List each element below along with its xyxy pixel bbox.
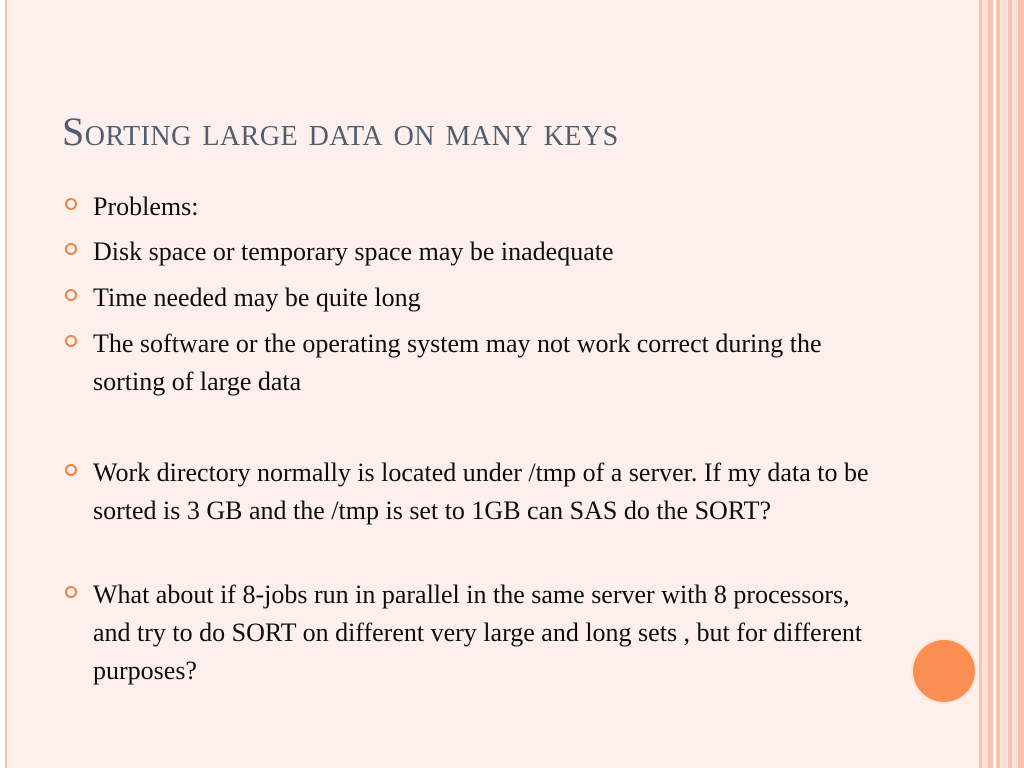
bullet-text: Problems:	[93, 192, 199, 221]
bullet-ring-icon	[65, 198, 77, 210]
bullet-ring-icon	[65, 335, 77, 347]
bullet-text: What about if 8-jobs run in parallel in the same server with 8 processors, and try to do SORT on different very large and long sets , but for different purposes?	[93, 580, 863, 685]
bullet-ring-icon	[65, 243, 77, 255]
bullet-text: Time needed may be quite long	[93, 283, 421, 312]
bullet-text: Disk space or temporary space may be inadequate	[93, 237, 614, 266]
bullet-ring-icon	[65, 289, 77, 301]
bullet-text: The software or the operating system may not work correct during the sorting of large data	[93, 329, 822, 396]
decorative-stripe	[1000, 0, 1008, 768]
decorative-circle	[913, 640, 975, 702]
decorative-stripe	[1018, 0, 1024, 768]
bullet-text: Work directory normally is located under /tmp of a server. If my data to be sorted is 3 GB and the /tmp is set to 1GB can SAS do the SORT?	[93, 458, 869, 525]
bullet-ring-icon	[65, 464, 77, 476]
left-edge-border	[0, 0, 7, 768]
bullet-ring-icon	[65, 586, 77, 598]
slide-title: Sorting large data on many keys	[62, 109, 619, 154]
